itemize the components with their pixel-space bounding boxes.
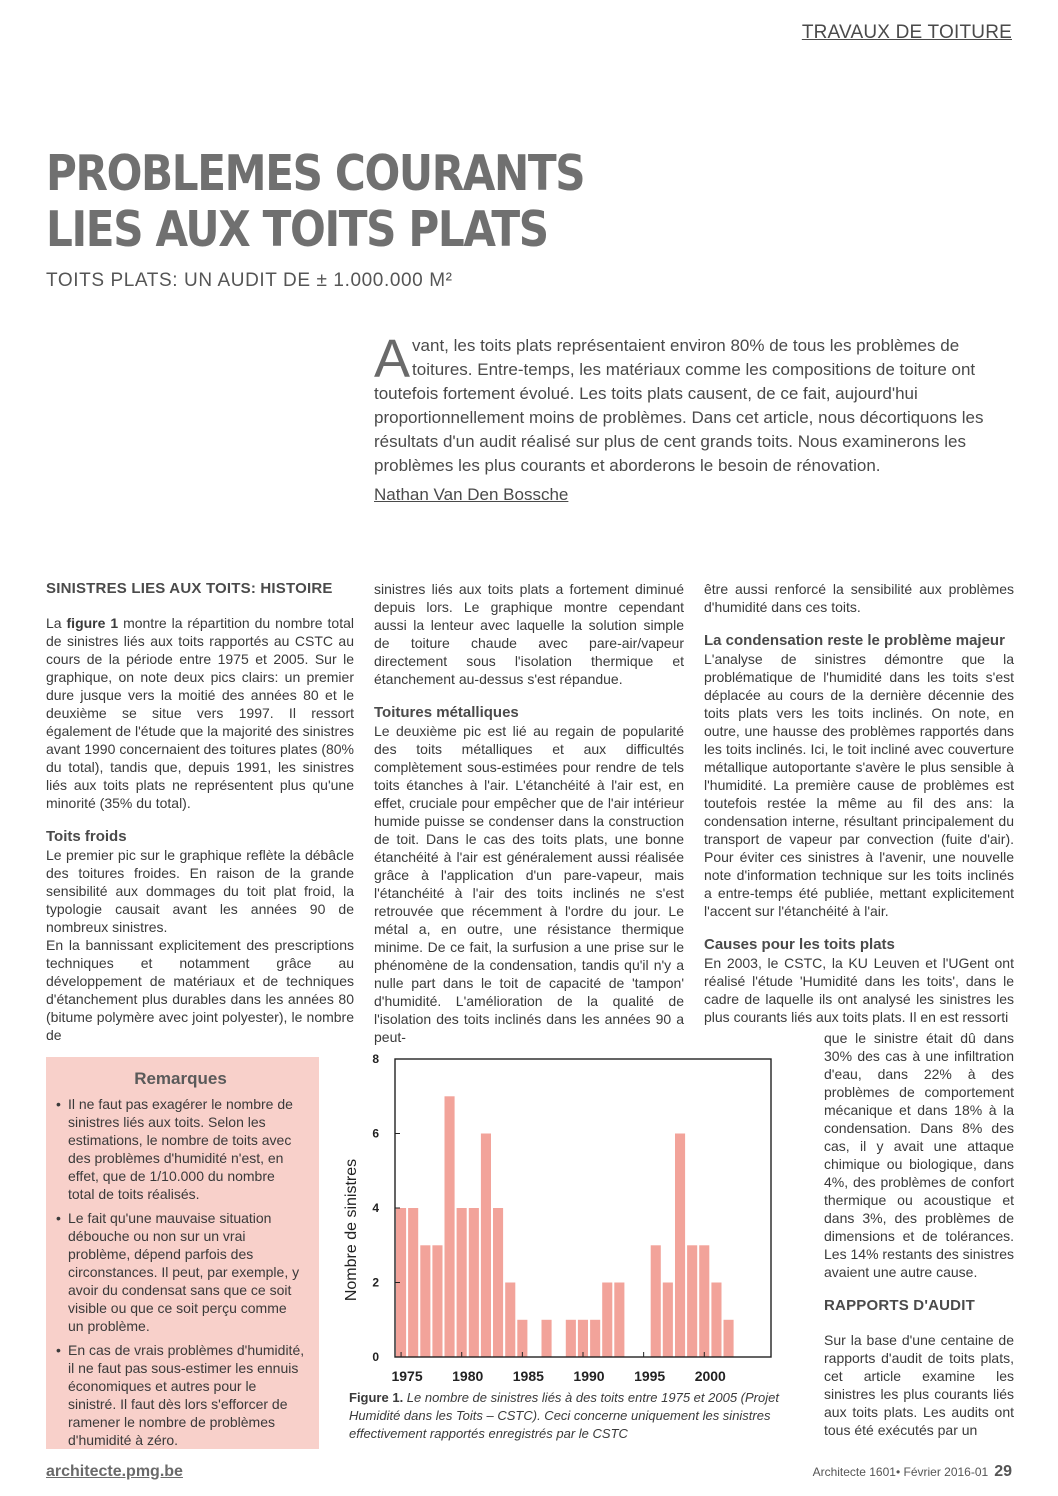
y-tick-label: 6 bbox=[372, 1126, 379, 1141]
page-subtitle: TOITS PLATS: UN AUDIT DE ± 1.000.000 M² bbox=[46, 270, 453, 291]
paragraph-rapports: Sur la base d'une centaine de rapports d'audit de toits plats, cet article examine les sinistres les plus courants liés aux toits plats. Les audits ont tous été exécutés par un bbox=[824, 1332, 1014, 1438]
heading-toitures-metalliques: Toitures métalliques bbox=[374, 704, 519, 721]
y-tick-label: 0 bbox=[372, 1350, 379, 1364]
lead-text: vant, les toits plats représentaient environ 80% de tous les problèmes de toitures. Entre-temps, les matériaux comme les compositions de toiture ont toutefois fortement évolué. Les toits plats causent, de ce fait, aujourd'hui proportionnellement moins de problèmes. Dans cet article, nous décortiquons les résultats d'un audit réalisé sur plus de cent grands toits. Nous examinerons les problèmes les plus courants et aborderons le besoin de rénovation. bbox=[374, 336, 984, 475]
bar-1990 bbox=[578, 1320, 588, 1357]
paragraph-bannissant: En la bannissant explicitement des prescriptions techniques et notamment grâce au développement de matériaux et de techniques d'étanchement plus durables dans les années 80 (bitume polymère avec joint polyester), le nombre de bbox=[46, 937, 354, 1043]
page-title bbox=[46, 146, 584, 258]
bar-1981 bbox=[469, 1208, 479, 1357]
bar-1989 bbox=[566, 1320, 576, 1357]
remarks-title: Remarques bbox=[134, 1069, 227, 1088]
remarks-item: • Le fait qu'une mauvaise situation débouche ou non sur un vrai problème, dépend parfois des circonstances. Il peut, par exemple, y avoir du condensat sans que ce soit visible ou que ce soit perçu comme un problème. bbox=[56, 1210, 300, 1334]
heading-causes: Causes pour les toits plats bbox=[704, 936, 895, 953]
bar-1987 bbox=[542, 1320, 552, 1357]
column-1 bbox=[46, 580, 354, 1044]
paragraph-toits-froids: Le premier pic sur le graphique reflète la débâcle des toitures froides. En raison de la grande sensibilité aux dommages du toit plat froid, la typologie causait avant les années 90 de nombreux sinistres. bbox=[46, 847, 354, 935]
bar-1991 bbox=[590, 1320, 600, 1357]
column-2 bbox=[374, 580, 684, 1046]
bar-1982 bbox=[481, 1134, 491, 1358]
page-number: 29 bbox=[994, 1463, 1012, 1480]
bullet-icon: • bbox=[56, 1342, 61, 1358]
bar-1976 bbox=[408, 1208, 418, 1357]
x-tick-label: 2000 bbox=[694, 1368, 726, 1384]
bar-2000 bbox=[699, 1245, 709, 1357]
x-tick-label: 1985 bbox=[512, 1368, 544, 1384]
bar-1985 bbox=[517, 1320, 527, 1357]
paragraph-causes: En 2003, le CSTC, la KU Leuven et l'UGent ont réalisé l'étude 'Humidité dans les toits', dans le cadre de laquelle ils ont analysé les sinistres les plus courants liés aux toits plats. Il en est ressorti bbox=[704, 955, 1014, 1025]
figure-reference: figure 1 bbox=[66, 615, 119, 631]
bar-1997 bbox=[663, 1283, 673, 1358]
paragraph-condensation: L'analyse de sinistres démontre que la problématique de l'humidité dans les toits s'est déplacée au cours de la dernière décennie des toits plats vers les toits inclinés. On note, en outre, une hausse des problèmes rapportés dans les toits inclinés. Ici, le toit incliné avec couverture métallique autoportante s'avère le plus sensible à l'humidité. La première cause de problèmes est toutefois restée la même au fil des ans: la condensation interne, résultant principalement du transport de vapeur par convection (fuite d'air). Pour éviter ces sinistres à l'avenir, une nouvelle note d'information technique sur les toits inclinés a entre-temps été publiée, mettant explicitement l'accent sur l'étanchéité à l'air. bbox=[704, 651, 1014, 919]
x-tick-label: 1995 bbox=[634, 1368, 666, 1384]
caption-text: Le nombre de sinistres liés à des toits entre 1975 et 2005 (Projet Humidité dans les Toits – CSTC). Ceci concerne uniquement les sinistres effectivement rapportés enregistrés par le CSTC bbox=[349, 1390, 779, 1441]
bar-1984 bbox=[505, 1283, 515, 1358]
bar-1996 bbox=[651, 1245, 661, 1357]
title-line-2: LIES AUX TOITS PLATS bbox=[46, 201, 548, 258]
x-tick-label: 1975 bbox=[391, 1368, 423, 1384]
author-link[interactable]: Nathan Van Den Bossche bbox=[374, 485, 569, 504]
bar-1979 bbox=[445, 1096, 455, 1357]
bar-1998 bbox=[675, 1134, 685, 1358]
bullet-icon: • bbox=[56, 1096, 61, 1112]
bar-1978 bbox=[432, 1245, 442, 1357]
paragraph-toitures-metalliques: Le deuxième pic est lié au regain de popularité des toits métalliques et aux difficultés complètement sous-estimées pour rendre de tels toits étanches à l'air. L'étanchéité à l'air est, en effet, cruciale pour empêcher que de l'air intérieur humide puisse se condenser dans la construction de toit. Dans le cas des toits plats, une bonne étanchéité à l'air est généralement aussi réalisée grâce à l'application d'un pare-vapeur, mais l'étanchéité à l'air des toits inclinés ne s'est retrouvée que récemment à l'ordre du jour. Le métal a, en outre, une résistance thermique minime. De ce fait, la surfusion a une prise sur le phénomène de la condensation, tandis qu'il n'y a nulle part dans le toit de capacité de 'tampon' d'humidité. L'amélioration de la qualité de l'isolation des toits inclinés dans les années 90 a peut- bbox=[374, 723, 684, 1045]
heading-rapports: RAPPORTS D'AUDIT bbox=[824, 1297, 975, 1314]
y-tick-label: 4 bbox=[372, 1201, 379, 1215]
footer-issue bbox=[813, 1463, 1012, 1481]
lead-dropcap: A bbox=[374, 329, 411, 389]
caption-figure-label: Figure 1. bbox=[349, 1390, 404, 1405]
lead-paragraph bbox=[374, 329, 1014, 478]
paragraph-continuation: sinistres liés aux toits plats a fortement diminué depuis lors. Le graphique montre cependant aussi la lenteur avec laquelle la solution simple de toiture chaude avec pare-air/vapeur directement sous l'isolation thermique et étanchement au-dessus s'est répandue. bbox=[374, 581, 684, 687]
paragraph-causes-continued: que le sinistre était dû dans 30% des cas à une infiltration d'eau, dans 22% à des problèmes de comportement mécanique et dans 18% à la condensation. Dans 8% des cas, il y avait une attaque chimique ou biologique, dans 4%, des problèmes de confort thermique ou acoustique et dans 3%, des problèmes de dimensions et de tolérances. Les 14% restants des sinistres avaient une autre cause. bbox=[824, 1030, 1014, 1280]
remarks-item: • En cas de vrais problèmes d'humidité, il ne faut pas sous-estimer les ennuis économiques et autres pour le sinistré. Il faut dès lors s'efforcer de ramener le nombre de problèmes d'humidité à zéro. bbox=[56, 1342, 305, 1448]
x-tick-label: 1990 bbox=[573, 1368, 605, 1384]
section-tag: TRAVAUX DE TOITURE bbox=[801, 22, 1012, 43]
figure-caption bbox=[349, 1389, 799, 1443]
y-axis-label: Nombre de sinistres bbox=[343, 1158, 360, 1302]
paragraph-continuation-3: être aussi renforcé la sensibilité aux problèmes d'humidité dans ces toits. bbox=[704, 581, 1014, 615]
y-tick-label: 8 bbox=[372, 1052, 379, 1066]
bar-2001 bbox=[711, 1283, 721, 1358]
column-4 bbox=[824, 1029, 1014, 1439]
sinistres-bar-chart bbox=[336, 1046, 806, 1391]
bar-2002 bbox=[724, 1320, 734, 1357]
remarks-item: • Il ne faut pas exagérer le nombre de sinistres liés aux toits. Selon les estimations, le nombre de toits avec des problèmes d'humidité n'est, en effet, que de 1/10.000 du nombre total de toits réalisés. bbox=[56, 1096, 293, 1202]
heading-condensation: La condensation reste le problème majeur bbox=[704, 632, 1005, 649]
paragraph-histoire: La figure 1 montre la répartition du nombre total de sinistres liés aux toits rapportés au CSTC au cours de la période entre 1975 et 2005. Sur le graphique, on note deux pics clairs: un premier dure jusque vers la moitié des années 80 et le deuxième se situe vers 1997. Il ressort également de l'étude que la majorité des sinistres avant 1990 concernaient des toitures plates (80% du total), tandis que, depuis 1991, les sinistres liés aux toits plats ne représentent plus qu'une minorité (35% du total). bbox=[46, 615, 354, 811]
heading-histoire: SINISTRES LIES AUX TOITS: HISTOIRE bbox=[46, 580, 333, 597]
bar-1992 bbox=[602, 1283, 612, 1358]
y-tick-label: 2 bbox=[372, 1275, 379, 1290]
remarks-list bbox=[56, 1095, 305, 1449]
bar-1993 bbox=[614, 1283, 624, 1358]
bullet-icon: • bbox=[56, 1210, 61, 1226]
bar-1983 bbox=[493, 1208, 503, 1357]
title-line-1: PROBLEMES COURANTS bbox=[46, 145, 585, 202]
x-tick-label: 1980 bbox=[452, 1368, 484, 1384]
column-3 bbox=[704, 580, 1014, 1026]
remarks-box bbox=[46, 1057, 319, 1449]
bar-1977 bbox=[420, 1245, 430, 1357]
footer-site-link[interactable]: architecte.pmg.be bbox=[46, 1463, 183, 1480]
heading-toits-froids: Toits froids bbox=[46, 828, 127, 845]
bar-1999 bbox=[687, 1245, 697, 1357]
footer-issue-text: Architecte 1601• Février 2016-01 bbox=[812, 1465, 989, 1479]
bar-1980 bbox=[457, 1208, 467, 1357]
